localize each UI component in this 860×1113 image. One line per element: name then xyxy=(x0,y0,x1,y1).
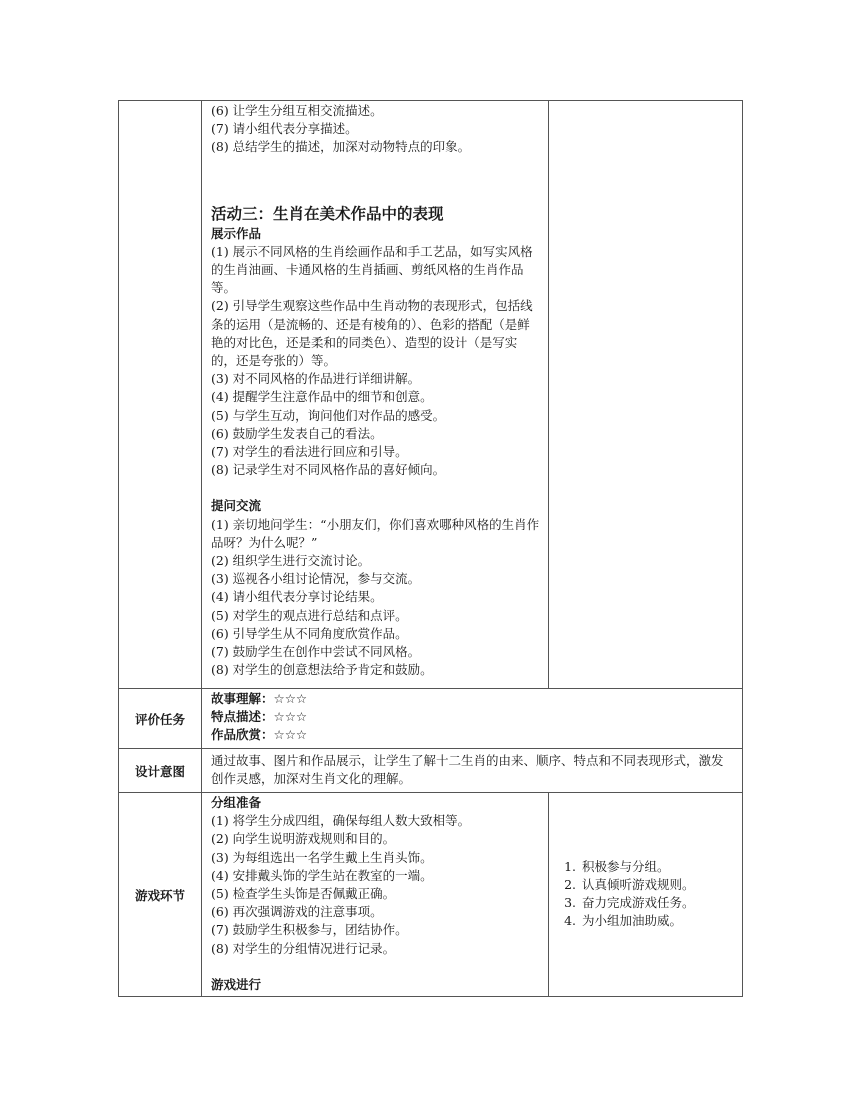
play-heading: 游戏进行 xyxy=(211,976,262,992)
prep-item-2: (2) 向学生说明游戏规则和目的。 xyxy=(211,831,396,847)
display-item-6: (6) 鼓励学生发表自己的看法。 xyxy=(211,425,383,441)
qa-item-3: (3) 巡视各小组讨论情况，参与交流。 xyxy=(211,571,421,587)
teacher-activity-cell xyxy=(202,101,549,689)
game-row xyxy=(119,793,743,997)
prep-item-1: (1) 将学生分成四组，确保每组人数大致相等。 xyxy=(211,813,471,829)
qa-item-8: (8) 对学生的创意想法给予肯定和鼓励。 xyxy=(211,662,433,678)
line-a-6: (6) 让学生分组互相交流描述。 xyxy=(211,103,383,118)
list-item: 2. 认真倾听游戏规则。 xyxy=(580,876,734,894)
game-student-cell xyxy=(549,793,743,997)
prep-item-5: (5) 检查学生头饰是否佩戴正确。 xyxy=(211,886,396,902)
star-rating: ☆☆☆ xyxy=(273,691,308,706)
design-text: 通过故事、图片和作品展示，让学生了解十二生肖的由来、顺序、特点和不同表现形式，激发创作灵感，加深对生肖文化的理解。 xyxy=(211,753,724,787)
evaluation-item xyxy=(211,708,734,726)
star-rating: ☆☆☆ xyxy=(273,727,308,743)
lesson-plan-table xyxy=(118,100,743,997)
activity3-title: 活动三：生肖在美术作品中的表现 xyxy=(211,204,444,223)
list-item: 1. 积极参与分组。 xyxy=(580,858,734,876)
qa-item-7: (7) 鼓励学生在创作中尝试不同风格。 xyxy=(211,644,421,660)
prep-item-6: (6) 再次强调游戏的注意事项。 xyxy=(211,904,383,920)
design-row xyxy=(119,749,743,793)
student-activity-cell xyxy=(549,101,743,689)
qa-item-5: (5) 对学生的观点进行总结和点评。 xyxy=(211,607,408,623)
evaluation-item xyxy=(211,690,734,708)
display-item-1: (1) 展示不同风格的生肖绘画作品和手工艺品，如写实风格的生肖油画、卡通风格的生肖插画、剪纸风格的生肖作品等。 xyxy=(211,243,533,296)
list-item: 3. 奋力完成游戏任务。 xyxy=(580,894,734,912)
display-item-8: (8) 记录学生对不同风格作品的喜好倾向。 xyxy=(211,462,446,478)
evaluation-label: 评价任务 xyxy=(119,689,202,749)
display-item-5: (5) 与学生互动，询问他们对作品的感受。 xyxy=(211,407,446,423)
display-item-7: (7) 对学生的看法进行回应和引导。 xyxy=(211,444,408,460)
display-item-3: (3) 对不同风格的作品进行详细讲解。 xyxy=(211,371,421,387)
star-rating: ☆☆☆ xyxy=(273,709,308,725)
evaluation-item xyxy=(211,726,734,744)
design-cell xyxy=(202,749,743,793)
prep-item-3: (3) 为每组选出一名学生戴上生肖头饰。 xyxy=(211,849,433,865)
line-a-7: (7) 请小组代表分享描述。 xyxy=(211,121,358,137)
qa-item-6: (6) 引导学生从不同角度欣赏作品。 xyxy=(211,625,408,641)
qa-item-4: (4) 请小组代表分享讨论结果。 xyxy=(211,589,383,605)
game-label: 游戏环节 xyxy=(119,793,202,997)
evaluation-item-name: 特点描述： xyxy=(211,709,274,725)
prep-item-4: (4) 安排戴头饰的学生站在教室的一端。 xyxy=(211,867,433,883)
display-item-2: (2) 引导学生观察这些作品中生肖动物的表现形式，包括线条的运用（是流畅的、还是有棱角的）、色彩的搭配（是鲜艳的对比色，还是柔和的同类色）、造型的设计（是写实的，还是夸张的）等。 xyxy=(211,298,533,369)
qa-item-1: (1) 亲切地问学生：“小朋友们，你们喜欢哪种风格的生肖作品呀？为什么呢？” xyxy=(211,516,540,550)
activity-row xyxy=(119,101,743,689)
prep-heading: 分组准备 xyxy=(211,795,262,810)
evaluation-item-name: 作品欣赏： xyxy=(211,727,274,743)
evaluation-row xyxy=(119,689,743,749)
qa-heading: 提问交流 xyxy=(211,498,262,514)
row-label-empty xyxy=(119,101,202,689)
line-a-8: (8) 总结学生的描述，加深对动物特点的印象。 xyxy=(211,139,471,155)
student-task-list xyxy=(558,858,734,931)
display-heading: 展示作品 xyxy=(211,225,262,241)
design-label: 设计意图 xyxy=(119,749,202,793)
game-teacher-cell xyxy=(202,793,549,997)
prep-item-7: (7) 鼓励学生积极参与，团结协作。 xyxy=(211,922,408,938)
display-item-4: (4) 提醒学生注意作品中的细节和创意。 xyxy=(211,389,433,405)
list-item: 4. 为小组加油助威。 xyxy=(580,912,734,930)
qa-item-2: (2) 组织学生进行交流讨论。 xyxy=(211,553,371,569)
prep-item-8: (8) 对学生的分组情况进行记录。 xyxy=(211,940,396,956)
evaluation-cell xyxy=(202,689,743,749)
evaluation-item-name: 故事理解： xyxy=(211,691,274,706)
